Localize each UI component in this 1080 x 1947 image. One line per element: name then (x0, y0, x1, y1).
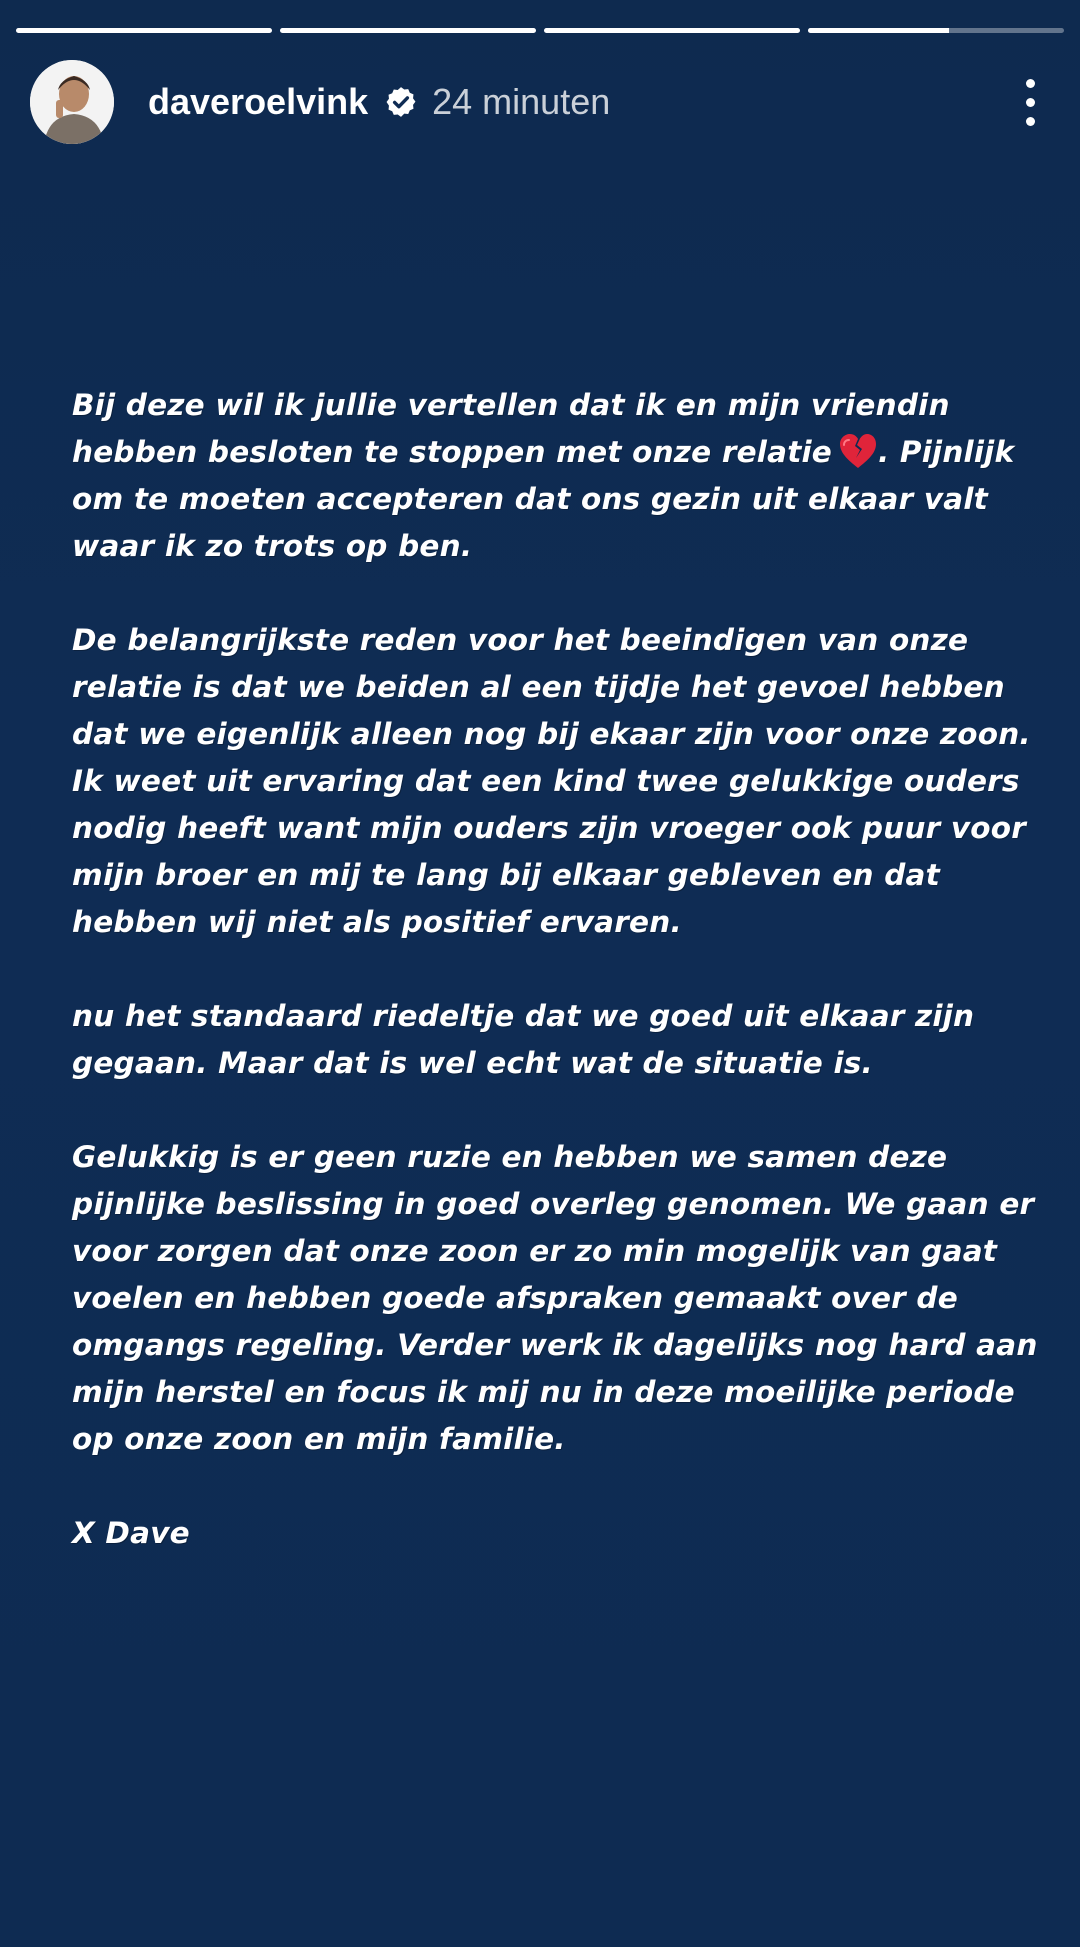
progress-segment (544, 28, 800, 33)
username[interactable]: daveroelvink (148, 81, 369, 122)
post-time: 24 minuten (432, 81, 611, 122)
paragraph-3: nu het standaard riedeltje dat we goed uit elkaar zijn gegaan. Maar dat is wel echt wat de situatie is. (72, 999, 975, 1080)
progress-segment-current (808, 28, 1064, 33)
progress-segment (16, 28, 272, 33)
story-progress-bar (16, 28, 1064, 33)
signature: X Dave (72, 1516, 190, 1550)
avatar[interactable] (30, 60, 114, 144)
broken-heart-icon (838, 432, 878, 470)
paragraph-1 (72, 382, 1050, 570)
progress-segment (280, 28, 536, 33)
paragraph-4: Gelukkig is er geen ruzie en hebben we samen deze pijnlijke beslissing in goed overleg genomen. We gaan er voor zorgen dat onze zoon er zo min mogelijk van gaat voelen en hebben goede afspraken gemaakt over de omgangs regeling. Verder werk ik dagelijks nog hard aan mijn herstel en focus ik mij nu in deze moeilijke periode op onze zoon en mijn familie. (72, 1140, 1038, 1456)
more-vertical-icon[interactable] (1010, 72, 1050, 132)
avatar-photo-icon (30, 60, 114, 144)
story-header (30, 58, 1050, 146)
story-text (72, 382, 1050, 1604)
verified-badge-icon (384, 85, 418, 119)
paragraph-1-text-b: . Pijnlijk om te moeten accepteren dat ons gezin uit elkaar valt waar ik zo trots op ben. (72, 435, 1015, 563)
paragraph-1-text-a: Bij deze wil ik jullie vertellen dat ik en mijn vriendin hebben besloten te stoppen met onze relatie (72, 388, 950, 469)
paragraph-2: De belangrijkste reden voor het beeindigen van onze relatie is dat we beiden al een tijdje het gevoel hebben dat we eigenlijk alleen nog bij ekaar zijn voor onze zoon. Ik weet uit ervaring dat een kind twee gelukkige ouders nodig heeft want mijn ouders zijn vroeger ook puur voor mijn broer en mij te lang bij elkaar gebleven en dat hebben wij niet als positief ervaren. (72, 623, 1031, 939)
